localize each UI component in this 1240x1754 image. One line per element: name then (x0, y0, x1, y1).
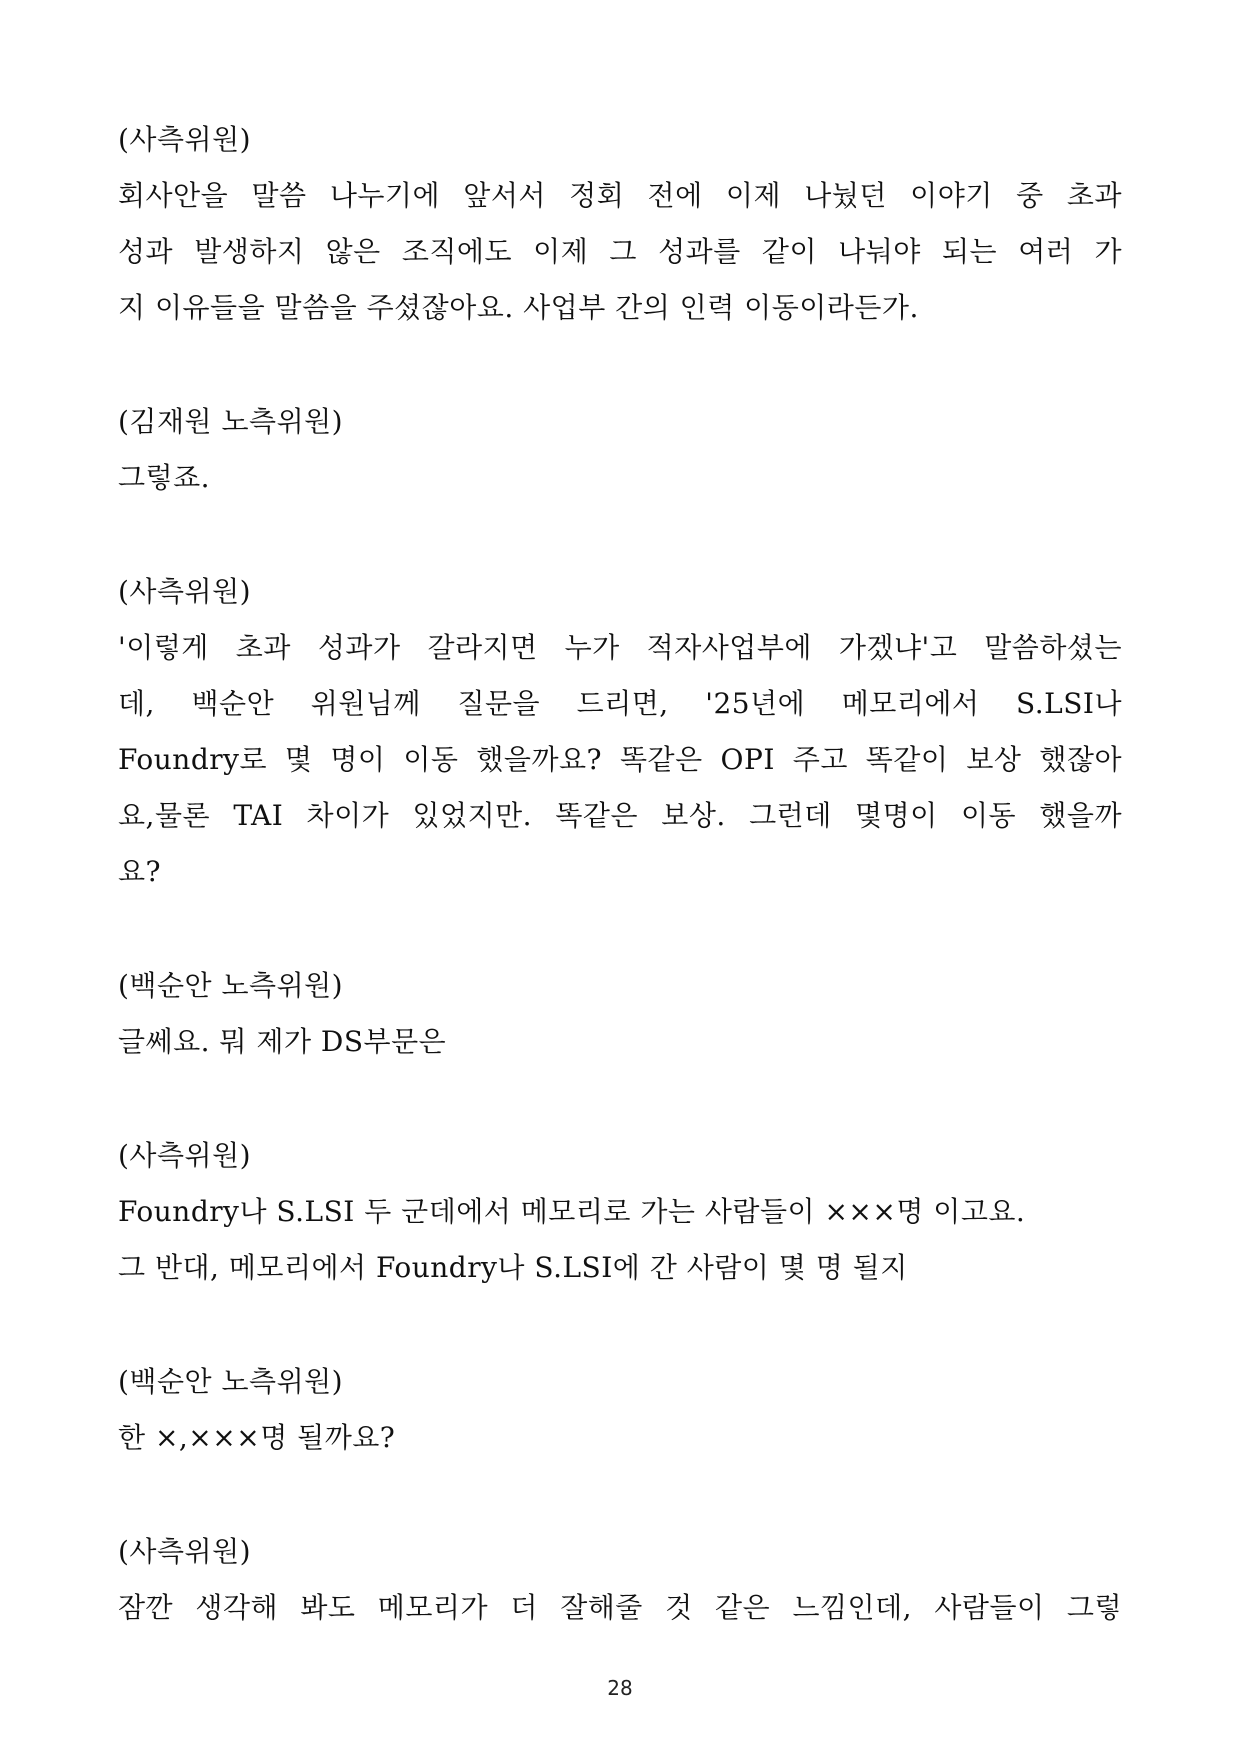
speaker-label: (김재원 노측위원) (118, 405, 344, 438)
speaker-label: (백순안 노측위원) (118, 969, 344, 1002)
transcript-line: '이렇게 초과 성과가 갈라지면 누가 적자사업부에 가겠냐'고 말씀하셨는 (118, 631, 1122, 664)
transcript-line: 잠깐 생각해 봐도 메모리가 더 잘해줄 것 같은 느낌인데, 사람들이 그렇 (118, 1591, 1122, 1624)
transcript-line: 그렇죠. (118, 461, 211, 494)
transcript-line: 데, 백순안 위원님께 질문을 드리면, '25년에 메모리에서 S.LSI나 (118, 687, 1122, 720)
speaker-label: (백순안 노측위원) (118, 1365, 344, 1398)
transcript-body (118, 112, 1122, 1694)
transcript-block (118, 394, 1122, 506)
transcript-line: Foundry나 S.LSI 두 군데에서 메모리로 가는 사람들이 ×××명 이고요. (118, 1195, 1026, 1228)
transcript-block (118, 564, 1122, 900)
speaker-label: (사측위원) (118, 1139, 252, 1172)
speaker-label: (사측위원) (118, 1535, 252, 1568)
transcript-line: 한 ×,×××명 될까요? (118, 1421, 396, 1454)
speaker-label: (사측위원) (118, 123, 252, 156)
transcript-line: 성과 발생하지 않은 조직에도 이제 그 성과를 같이 나눠야 되는 여러 가 (118, 235, 1122, 268)
transcript-block (118, 1354, 1122, 1466)
transcript-line: 글쎄요. 뭐 제가 DS부문은 (118, 1025, 447, 1058)
transcript-line: 그 반대, 메모리에서 Foundry나 S.LSI에 간 사람이 몇 명 될지 (118, 1251, 908, 1284)
transcript-line: 요,물론 TAI 차이가 있었지만. 똑같은 보상. 그런데 몇명이 이동 했을까 (118, 799, 1122, 832)
transcript-block (118, 112, 1122, 336)
transcript-line: 회사안을 말씀 나누기에 앞서서 정회 전에 이제 나눴던 이야기 중 초과 (118, 179, 1122, 212)
page-number: 28 (607, 1676, 633, 1700)
transcript-block (118, 1128, 1122, 1296)
transcript-line: 요? (118, 855, 162, 888)
transcript-line: 지 이유들을 말씀을 주셨잖아요. 사업부 간의 인력 이동이라든가. (118, 291, 919, 324)
transcript-block (118, 1524, 1122, 1636)
transcript-line: Foundry로 몇 명이 이동 했을까요? 똑같은 OPI 주고 똑같이 보상 했잖아 (118, 743, 1122, 776)
transcript-block (118, 958, 1122, 1070)
speaker-label: (사측위원) (118, 575, 252, 608)
